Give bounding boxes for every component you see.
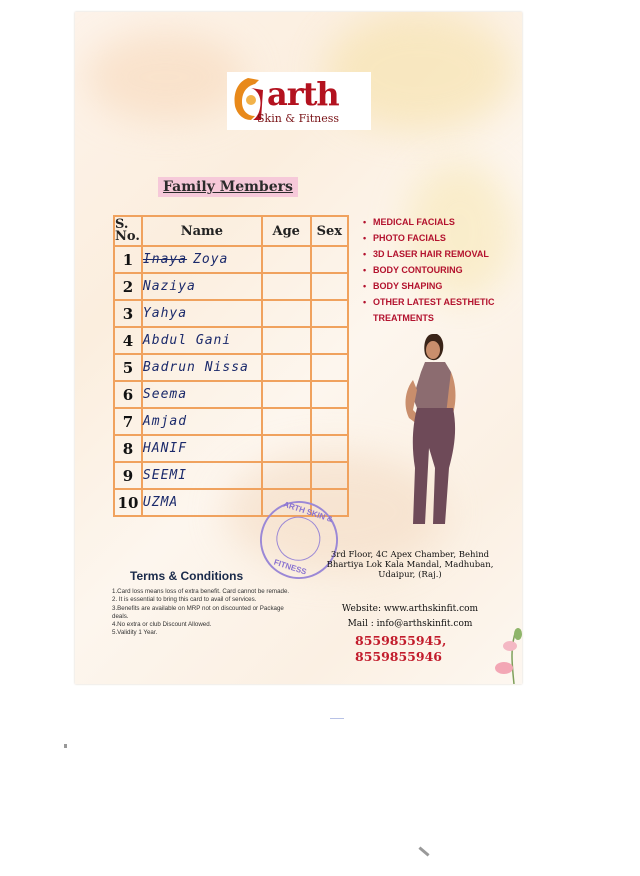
phone-number: 8559855946 bbox=[355, 649, 442, 664]
row-number: 10 bbox=[114, 489, 142, 516]
row-number: 8 bbox=[114, 435, 142, 462]
brand-subtitle: Skin & Fitness bbox=[257, 112, 340, 125]
struck-name: Inaya bbox=[142, 252, 188, 267]
member-name: Naziya bbox=[142, 273, 262, 300]
sex-cell bbox=[311, 273, 348, 300]
scan-speck bbox=[64, 744, 67, 748]
website: Website: www.arthskinfit.com bbox=[341, 604, 479, 614]
sex-cell bbox=[311, 408, 348, 435]
age-cell bbox=[262, 246, 311, 273]
terms-item: 2. It is essential to bring this card to avail of services. bbox=[112, 596, 257, 604]
row-number: 1 bbox=[114, 246, 142, 273]
age-cell bbox=[262, 381, 311, 408]
age-cell bbox=[262, 435, 311, 462]
table-row bbox=[114, 273, 348, 300]
table-row bbox=[114, 300, 348, 327]
sex-cell bbox=[311, 300, 348, 327]
brand-logo bbox=[227, 72, 371, 130]
table-row bbox=[114, 435, 348, 462]
row-number: 3 bbox=[114, 300, 142, 327]
member-name: SEEMI bbox=[142, 462, 262, 489]
member-name: Amjad bbox=[142, 408, 262, 435]
sex-cell bbox=[311, 462, 348, 489]
brand-wordmark: arth bbox=[267, 75, 339, 113]
table-row bbox=[114, 327, 348, 354]
sno-header: S. No. bbox=[114, 216, 142, 246]
sex-cell bbox=[311, 354, 348, 381]
address: 3rd Floor, 4C Apex Chamber, Behind Bhartiya Lok Kala Mandal, Madhuban, Udaipur, (Raj.) bbox=[326, 550, 494, 580]
age-cell bbox=[262, 273, 311, 300]
sex-cell bbox=[311, 327, 348, 354]
table-row bbox=[114, 354, 348, 381]
table-header-row bbox=[114, 216, 348, 246]
terms-heading: Terms & Conditions bbox=[130, 569, 244, 583]
services-list bbox=[361, 214, 511, 326]
table-row bbox=[114, 408, 348, 435]
membership-card bbox=[75, 12, 522, 684]
sex-cell bbox=[311, 381, 348, 408]
name-header: Name bbox=[142, 216, 262, 246]
terms-item: 5.Validity 1 Year. bbox=[112, 629, 158, 637]
family-members-table bbox=[113, 215, 349, 517]
sex-cell bbox=[311, 435, 348, 462]
table-row bbox=[114, 462, 348, 489]
member-name: Seema bbox=[142, 381, 262, 408]
sex-header: Sex bbox=[311, 216, 348, 246]
service-item: • PHOTO FACIALS bbox=[361, 230, 511, 246]
service-item: • OTHER LATEST AESTHETIC TREATMENTS bbox=[361, 294, 511, 326]
service-item: • BODY SHAPING bbox=[361, 278, 511, 294]
phone-number: 8559855945, bbox=[355, 633, 447, 648]
stamp-text-top: ARTH SKIN & bbox=[282, 499, 335, 525]
fitness-model-image bbox=[395, 328, 477, 528]
row-number: 7 bbox=[114, 408, 142, 435]
member-name: UZMA bbox=[142, 489, 262, 516]
service-item: • BODY CONTOURING bbox=[361, 262, 511, 278]
member-name-text: Zoya bbox=[193, 252, 229, 267]
table-row bbox=[114, 246, 348, 273]
row-number: 5 bbox=[114, 354, 142, 381]
terms-item: 1.Card loss means loss of extra benefit. Card cannot be remade. bbox=[112, 588, 290, 595]
age-cell bbox=[262, 408, 311, 435]
scan-speck bbox=[330, 718, 344, 719]
sex-cell bbox=[311, 246, 348, 273]
stamp-text-bottom: FITNESS bbox=[272, 557, 308, 577]
age-cell bbox=[262, 354, 311, 381]
terms-list bbox=[112, 588, 290, 638]
row-number: 2 bbox=[114, 273, 142, 300]
service-item: • 3D LASER HAIR REMOVAL bbox=[361, 246, 511, 262]
age-cell bbox=[262, 300, 311, 327]
member-name: Yahya bbox=[142, 300, 262, 327]
family-members-title: Family Members bbox=[158, 177, 298, 197]
scan-speck bbox=[418, 846, 429, 856]
member-name bbox=[142, 246, 262, 273]
phone-numbers bbox=[355, 633, 446, 665]
age-header: Age bbox=[262, 216, 311, 246]
age-cell bbox=[262, 327, 311, 354]
email: Mail : info@arthskinfit.com bbox=[347, 619, 473, 629]
flower-decoration-icon bbox=[490, 624, 522, 684]
table-row bbox=[114, 381, 348, 408]
row-number: 9 bbox=[114, 462, 142, 489]
row-number: 6 bbox=[114, 381, 142, 408]
age-cell bbox=[262, 462, 311, 489]
terms-item: 4.No extra or club Discount Allowed. bbox=[112, 621, 212, 629]
member-name: Badrun Nissa bbox=[142, 354, 262, 381]
watercolor-wash bbox=[85, 32, 245, 122]
row-number: 4 bbox=[114, 327, 142, 354]
service-item: • MEDICAL FACIALS bbox=[361, 214, 511, 230]
member-name: Abdul Gani bbox=[142, 327, 262, 354]
terms-item: 3.Benefits are available on MRP not on discounted or Package deals. bbox=[112, 604, 284, 620]
member-name: HANIF bbox=[142, 435, 262, 462]
